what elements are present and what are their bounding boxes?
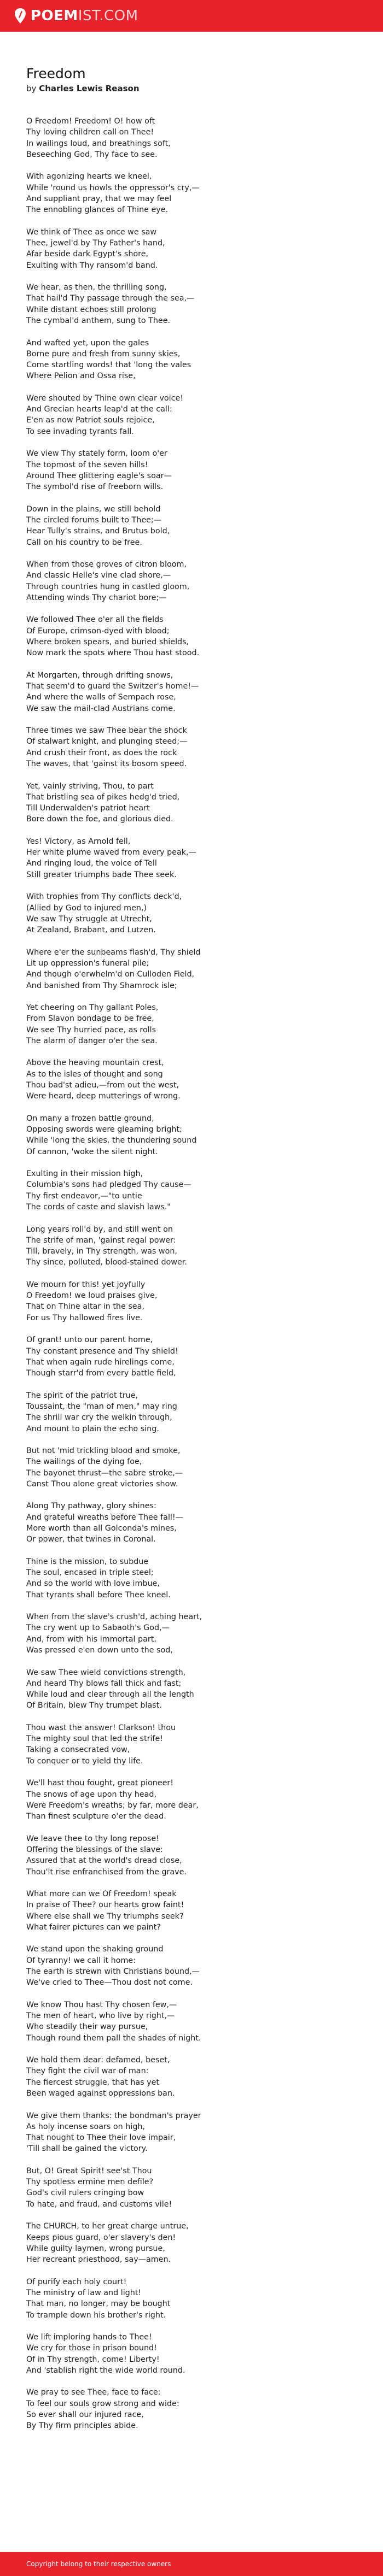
poem-line: Still greater triumphs bade Thee seek.: [26, 870, 177, 879]
poem-line: Been waged against oppressions ban.: [26, 2089, 175, 2098]
poem-line: Exulting in their mission high,: [26, 1169, 143, 1179]
stanza: [26, 227, 357, 271]
poem-line: Above the heaving mountain crest,: [26, 1058, 164, 1068]
poem-line: The snows of age upon thy head,: [26, 1790, 156, 1799]
poem-line: We saw the mail-clad Austrians come.: [26, 704, 176, 713]
poem-line: We saw Thy struggle at Utrecht,: [26, 914, 152, 924]
poem-line: The cords of caste and slavish laws.": [26, 1203, 171, 1212]
poem-line: We mourn for this! yet joyfully: [26, 1280, 146, 1289]
poem-line: The waves, that 'gainst its bosom speed.: [26, 760, 187, 769]
poem-line: But, O! Great Spirit! see'st Thou: [26, 2166, 152, 2175]
poem-line: Where Pelion and Ossa rise,: [26, 372, 136, 381]
quill-pin-icon[interactable]: [14, 8, 26, 24]
poem-line: We stand upon the shaking ground: [26, 1945, 164, 1954]
poem-line: And heard Thy blows fall thick and fast;: [26, 1679, 182, 1688]
poem-line: And suppliant pray, that we may feel: [26, 194, 172, 203]
stanza: [26, 1168, 357, 1213]
poem-line: That tyrants shall before Thee kneel.: [26, 1590, 171, 1599]
poem-line: What more can we Of Freedom! speak: [26, 1890, 177, 1898]
poem-line: The spirit of the patriot true,: [26, 1391, 138, 1400]
poem-line: Assured that at the world's dread close,: [26, 1856, 182, 1866]
poem-line: That hail'd Thy passage through the sea,—: [26, 294, 195, 303]
poem-line: We'll hast thou fought, great pioneer!: [26, 1779, 174, 1788]
poem-line: We lift imploring hands to Thee!: [26, 2333, 152, 2342]
stanza: [26, 171, 357, 215]
stanza: [26, 559, 357, 603]
stanza: [26, 2387, 357, 2431]
poem-line: Of in Thy strength, come! Liberty!: [26, 2355, 160, 2364]
poem-line: The bayonet thrust—the sabre stroke,—: [26, 1468, 183, 1478]
poem-line: Her white plume waved from every peak,—: [26, 848, 196, 857]
poem-line: Thy spotless ermine men defile?: [26, 2178, 154, 2187]
stanza: [26, 614, 357, 658]
poem-line: Of Europe, crimson-dyed with blood;: [26, 626, 170, 636]
poem-line: In praise of Thee? our hearts grow faint!: [26, 1901, 184, 1910]
poem-line: We view Thy stately form, loom o'er: [26, 449, 167, 458]
poem-line: Toussaint, the "man of men," may ring: [26, 1402, 177, 1411]
poem-line: We see Thy hurried pace, as rolls: [26, 1025, 156, 1034]
stanza: [26, 282, 357, 326]
stanza: [26, 1612, 357, 1656]
poem-line: That bristling sea of pikes hedg'd tried,: [26, 792, 180, 802]
poem-line: That nought to Thee their love impair,: [26, 2133, 176, 2143]
poem-line: When from the slave's crush'd, aching heart,: [26, 1613, 202, 1622]
stanza: [26, 393, 357, 437]
poem-line: Exulting with Thy ransom'd band.: [26, 261, 158, 270]
stanza: [26, 1279, 357, 1324]
poem-line: With agonizing hearts we kneel,: [26, 172, 152, 181]
poem-line: As to the isles of thought and song: [26, 1069, 163, 1079]
poem-line: To trample down his brother's right.: [26, 2310, 166, 2320]
poem-line: The cymbal'd anthem, sung to Thee.: [26, 316, 171, 326]
poem-line: Beseeching God, Thy face to see.: [26, 150, 158, 159]
poem-line: Three times we saw Thee bear the shock: [26, 726, 187, 736]
stanza: [26, 1390, 357, 1434]
poem-line: Along Thy pathway, glory shines:: [26, 1502, 156, 1511]
stanza: [26, 1113, 357, 1157]
poem-line: The ministry of law and light!: [26, 2288, 142, 2297]
site-header: [0, 0, 383, 32]
poem-line: Long years roll'd by, and still went on: [26, 1225, 173, 1234]
poem-line: E'en as now Patriot souls rejoice,: [26, 416, 155, 425]
poem-line: From Slavon bondage to be free,: [26, 1014, 154, 1024]
poem-line: While guilty laymen, wrong pursue,: [26, 2244, 165, 2253]
logo-bold: POEM: [31, 8, 78, 24]
poem-line: Columbia's sons had pledged Thy cause—: [26, 1180, 192, 1190]
poem-line: For us Thy hallowed fires live.: [26, 1313, 143, 1322]
poem-line: Of tyranny! we call it home:: [26, 1956, 136, 1965]
poem-line: And grateful wreaths before Thee fall!—: [26, 1513, 183, 1522]
poem-line: Where broken spears, and buried shields,: [26, 637, 189, 646]
copyright-text: Copyright belong to their respective owners: [26, 2560, 171, 2568]
poem-body: [26, 116, 357, 2432]
poem-line: Yet, vainly striving, Thou, to part: [26, 781, 154, 791]
stanza: [26, 1944, 357, 1988]
poem-line: Through countries hung in castled gloom,: [26, 582, 190, 591]
stanza: [26, 891, 357, 936]
poem-line: Lit up oppression's funeral pile;: [26, 958, 149, 968]
poem-line: We've cried to Thee—Thou dost not come.: [26, 1978, 193, 1987]
poem-line: Thy first endeavor,—"to untie: [26, 1191, 142, 1201]
stanza: [26, 504, 357, 548]
poem-line: Of Britain, blew Thy trumpet blast.: [26, 1701, 162, 1710]
poem-line: While loud and clear through all the length: [26, 1690, 194, 1699]
stanza: [26, 2166, 357, 2210]
poem-line: The shrill war cry the welkin through,: [26, 1413, 172, 1422]
poem-line: We hold them dear: defamed, beset,: [26, 2056, 170, 2065]
poem-line: The earth is strewn with Christians bound,—: [26, 1967, 200, 1976]
poem-line: To hate, and fraud, and customs vile!: [26, 2199, 172, 2209]
poem-line: The men of heart, who live by right,—: [26, 2012, 175, 2021]
poem-line: The ennobling glances of Thine eye.: [26, 205, 169, 215]
poem-line: Who steadily their way pursue,: [26, 2022, 148, 2032]
poem-line: Her recreant priesthood, say—amen.: [26, 2255, 171, 2265]
poem-line: The alarm of danger o'er the sea.: [26, 1036, 158, 1045]
stanza: [26, 1501, 357, 1545]
poem-line: Of cannon, 'woke the silent night.: [26, 1147, 158, 1156]
poem-line: While 'long the skies, the thundering sound: [26, 1136, 197, 1145]
poem-line: Though starr'd from every battle field,: [26, 1369, 176, 1378]
poem-line: And, from with his immortal part,: [26, 1634, 156, 1644]
poem-line: And Grecian hearts leap'd at the call:: [26, 405, 172, 414]
poem-line: We hear, as then, the thrilling song,: [26, 283, 167, 292]
poem-line: Where e'er the sunbeams flash'd, Thy shield: [26, 948, 201, 957]
poem-line: We cry for those in prison bound!: [26, 2344, 157, 2353]
poem-line: Of stalwart knight, and plunging steed;—: [26, 737, 188, 746]
poem-line: We saw Thee wield convictions strength,: [26, 1668, 186, 1677]
poem-line: We give them thanks: the bondman's prayer: [26, 2111, 201, 2120]
poem-line: Were heard, deep mutterings of wrong.: [26, 1092, 181, 1101]
stanza: [26, 448, 357, 492]
poem-line: Till Underwalden's patriot heart: [26, 804, 150, 813]
poem-line: Thy since, polluted, blood-stained dower.: [26, 1258, 187, 1267]
poem-line: Thee, jewel'd by Thy Father's hand,: [26, 239, 165, 248]
logo-light: IST.COM: [78, 8, 138, 24]
poem-line: 'Till shall be gained the victory.: [26, 2144, 148, 2154]
poem-title: Freedom: [26, 66, 86, 81]
poem-line: Were Freedom's wreaths; by far, more dear,: [26, 1801, 199, 1810]
stanza: [26, 2110, 357, 2155]
poem-line: We leave thee to thy long repose!: [26, 1834, 159, 1843]
poem-line: More worth than all Golconda's mines,: [26, 1524, 177, 1533]
poem-line: That on Thine altar in the sea,: [26, 1302, 144, 1311]
byline-prefix: by: [26, 84, 37, 93]
stanza: [26, 2277, 357, 2321]
poem-line: And banished from Thy Shamrock isle;: [26, 981, 177, 990]
poem-line: And classic Helle's vine clad shore,—: [26, 571, 171, 580]
poem-line: That man, no longer, may be bought: [26, 2299, 171, 2309]
poem-line: Taking a consecrated vow,: [26, 1745, 130, 1755]
poem-line: Thou bad'st adieu,—from out the west,: [26, 1080, 179, 1090]
poem-line: At Morgarten, through drifting snows,: [26, 671, 173, 680]
poem-line: Canst Thou alone great victories show.: [26, 1479, 178, 1489]
poem-line: In wailings loud, and breathings soft,: [26, 139, 171, 148]
poem-line: At Zealand, Brabant, and Lutzen.: [26, 926, 156, 935]
poem-line: Were shouted by Thine own clear voice!: [26, 393, 184, 403]
poem-content: [26, 66, 357, 2443]
poem-line: But not 'mid trickling blood and smoke,: [26, 1446, 181, 1455]
stanza: [26, 725, 357, 769]
poem-line: The symbol'd rise of freeborn wills.: [26, 483, 164, 492]
stanza: [26, 836, 357, 880]
poem-line: And so the world with love imbue,: [26, 1579, 160, 1589]
stanza: [26, 1556, 357, 1601]
poem-line: Borne pure and fresh from sunny skies,: [26, 349, 181, 358]
poem-line: And mount to plain the echo sing.: [26, 1424, 159, 1433]
stanza: [26, 1722, 357, 1767]
author-name[interactable]: Charles Lewis Reason: [39, 84, 140, 93]
poem-line: When from those groves of citron bloom,: [26, 560, 187, 569]
poem-line: Than finest sculpture o'er the dead.: [26, 1812, 166, 1821]
site-logo[interactable]: [31, 0, 138, 32]
stanza: [26, 947, 357, 991]
stanza: [26, 781, 357, 825]
poem-line: To conquer or to yield thy life.: [26, 1756, 143, 1766]
poem-line: Yet cheering on Thy gallant Poles,: [26, 1003, 159, 1012]
poem-line: We know Thou hast Thy chosen few,—: [26, 2000, 177, 2009]
poem-line: Now mark the spots where Thou hast stood.: [26, 649, 200, 658]
poem-line: What fairer pictures can we paint?: [26, 1922, 161, 1932]
poem-line: Come startling words! that 'long the vales: [26, 361, 192, 370]
poem-line: Or power, that twines in Coronal.: [26, 1535, 156, 1544]
stanza: [26, 2055, 357, 2099]
poem-line: (Allied by God to injured men,): [26, 903, 147, 913]
poem-line: Hear Tully's strains, and Brutus bold,: [26, 527, 170, 536]
poem-line: Call on his country to be free.: [26, 538, 142, 547]
stanza: [26, 2332, 357, 2376]
poem-line: To see invading tyrants fall.: [26, 427, 134, 436]
stanza: [26, 1889, 357, 1933]
stanza: [26, 1224, 357, 1268]
poem-line: Offering the blessings of the slave:: [26, 1845, 163, 1854]
poem-line: The fiercest struggle, that has yet: [26, 2078, 160, 2087]
poem-line: To feel our souls grow strong and wide:: [26, 2399, 179, 2408]
poem-line: Keeps pious guard, o'er slavery's den!: [26, 2233, 176, 2242]
poem-line: As holy incense soars on high,: [26, 2122, 145, 2131]
poem-line: Afar beside dark Egypt's shore,: [26, 250, 149, 259]
poem-line: O Freedom! we loud praises give,: [26, 1291, 158, 1301]
site-footer: [0, 2552, 383, 2576]
poem-line: Till, bravely, in Thy strength, was won,: [26, 1247, 177, 1256]
poem-line: While distant echoes still prolong: [26, 305, 156, 314]
poem-line: So ever shall our injured race,: [26, 2410, 144, 2419]
poem-line: That seem'd to guard the Switzer's home!—: [26, 682, 199, 691]
poem-line: Thy loving children call on Thee!: [26, 128, 154, 137]
poem-line: Opposing swords were gleaming bright;: [26, 1125, 182, 1134]
stanza: [26, 1445, 357, 1490]
poem-line: The topmost of the seven hills!: [26, 460, 148, 469]
poem-line: They fight the civil war of man:: [26, 2067, 149, 2076]
stanza: [26, 1667, 357, 1712]
poem-line: Was pressed e'en down unto the sod,: [26, 1646, 173, 1655]
poem-line: And wafted yet, upon the gales: [26, 338, 149, 348]
poem-line: The CHURCH, to her great charge untrue,: [26, 2222, 189, 2231]
poem-line: Thou wast the answer! Clarkson! thou: [26, 1723, 176, 1732]
poem-line: Thine is the mission, to subdue: [26, 1557, 149, 1566]
poem-line: The strife of man, 'gainst regal power:: [26, 1236, 176, 1245]
poem-line: Thy constant presence and Thy shield!: [26, 1346, 178, 1356]
poem-line: Around Thee glittering eagle's soar—: [26, 471, 172, 480]
poem-line: O Freedom! Freedom! O! how oft: [26, 117, 155, 126]
poem-line: The wailings of the dying foe,: [26, 1457, 142, 1467]
poem-line: With trophies from Thy conflicts deck'd,: [26, 892, 182, 902]
stanza: [26, 2221, 357, 2265]
byline: [26, 83, 357, 94]
poem-line: We pray to see Thee, face to face:: [26, 2388, 161, 2397]
poem-line: The cry went up to Sabaoth's God,—: [26, 1624, 170, 1633]
stanza: [26, 338, 357, 382]
poem-line: And crush their front, as does the rock: [26, 748, 177, 757]
stanza: [26, 1999, 357, 2044]
poem-line: The circled forums built to Thee;—: [26, 515, 162, 525]
stanza: [26, 116, 357, 160]
poem-line: On many a frozen battle ground,: [26, 1114, 154, 1123]
poem-line: God's civil rulers cringing bow: [26, 2189, 144, 2198]
poem-line: The soul, encased in triple steel;: [26, 1568, 154, 1578]
stanza: [26, 1057, 357, 1102]
poem-line: We think of Thee as once we saw: [26, 227, 157, 237]
poem-line: Of grant! unto our parent home,: [26, 1336, 153, 1345]
poem-line: While 'round us howls the oppressor's cry,—: [26, 183, 200, 192]
poem-line: And ringing loud, the voice of Tell: [26, 859, 157, 868]
stanza: [26, 1002, 357, 1046]
stanza: [26, 1778, 357, 1822]
poem-line: Bore down the foe, and glorious died.: [26, 815, 173, 824]
poem-line: Attending winds Thy chariot bore;—: [26, 593, 167, 602]
poem-line: By Thy firm principles abide.: [26, 2421, 138, 2431]
poem-line: And where the walls of Sempach rose,: [26, 693, 176, 702]
poem-line: Though round them pall the shades of night.: [26, 2033, 201, 2043]
poem-line: Down in the plains, we still behold: [26, 504, 161, 514]
poem-line: Thou'lt rise enfranchised from the grave.: [26, 1867, 187, 1877]
poem-line: Yes! Victory, as Arnold fell,: [26, 837, 131, 846]
poem-line: That when again rude hirelings come,: [26, 1357, 175, 1367]
stanza: [26, 1833, 357, 1878]
poem-line: Where else shall we Thy triumphs seek?: [26, 1912, 184, 1921]
poem-line: And 'stablish right the wide world round.: [26, 2366, 185, 2375]
stanza: [26, 1334, 357, 1379]
poem-line: And though o'erwhelm'd on Culloden Field,: [26, 970, 195, 979]
poem-line: Of purify each holy court!: [26, 2277, 127, 2286]
poem-line: The mighty soul that led the strife!: [26, 1734, 163, 1744]
poem-line: We followed Thee o'er all the fields: [26, 615, 164, 625]
stanza: [26, 670, 357, 714]
